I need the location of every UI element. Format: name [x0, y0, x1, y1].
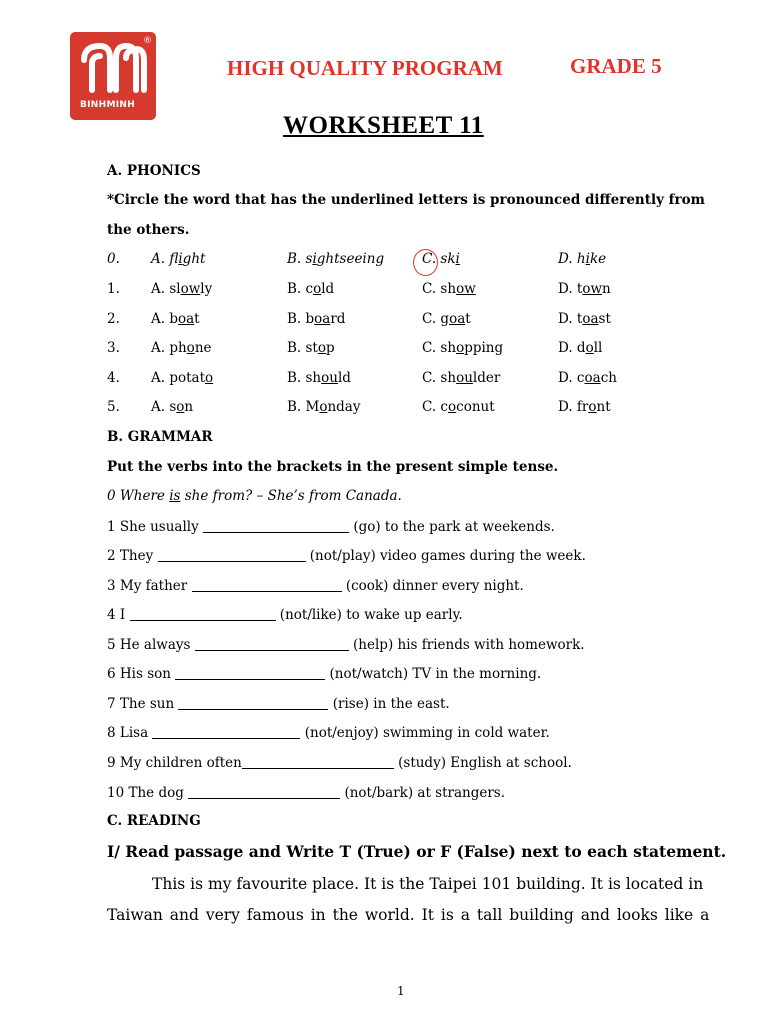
passage-line-1: This is my favourite place. It is the Taipei 101 building. It is located in — [152, 875, 704, 893]
phonics-row-number: 1. — [107, 281, 120, 297]
grammar-item-verb: (not/enjoy) swimming in cold water. — [300, 725, 550, 741]
grammar-item-text: 4 I — [107, 607, 130, 623]
example-post: she from? – She’s from Canada. — [180, 488, 402, 504]
phonics-option-a: A. flight — [151, 251, 206, 267]
grammar-item-verb: (study) English at school. — [393, 755, 572, 771]
passage-line-2: Taiwan and very famous in the world. It is a tall building and looks like a — [107, 906, 710, 924]
grammar-item-verb: (not/like) to wake up early. — [275, 607, 463, 623]
grammar-item — [107, 665, 541, 682]
phonics-option-d: D. doll — [558, 340, 603, 356]
phonics-option-b: B. should — [287, 370, 351, 386]
grammar-item — [107, 754, 572, 771]
phonics-row — [0, 251, 768, 271]
grammar-item-text: 5 He always — [107, 637, 195, 653]
phonics-option-c: C. goat — [422, 311, 471, 327]
worksheet-title: WORKSHEET 11 — [283, 112, 484, 139]
phonics-option-c: C. shopping — [422, 340, 504, 356]
phonics-row — [0, 370, 768, 390]
grammar-item — [107, 636, 585, 653]
phonics-option-c: C. coconut — [422, 399, 495, 415]
phonics-instruction-line2: the others. — [107, 222, 190, 238]
grade-label: GRADE 5 — [570, 54, 662, 78]
phonics-row — [0, 399, 768, 419]
grammar-item — [107, 547, 586, 564]
phonics-option-b: B. Monday — [287, 399, 361, 415]
grammar-instruction: Put the verbs into the brackets in the present simple tense. — [107, 459, 559, 475]
phonics-row-number: 3. — [107, 340, 120, 356]
phonics-row — [0, 281, 768, 301]
grammar-item-text: 2 They — [107, 548, 158, 564]
grammar-item-text: 1 She usually — [107, 519, 204, 535]
grammar-item-verb: (not/bark) at strangers. — [340, 785, 506, 801]
phonics-option-c: C. shoulder — [422, 370, 501, 386]
answer-blank[interactable] — [130, 606, 276, 621]
reading-heading: C. READING — [107, 813, 201, 829]
phonics-row-number: 4. — [107, 370, 120, 386]
grammar-item-verb: (help) his friends with homework. — [348, 637, 585, 653]
phonics-option-a: A. son — [151, 399, 194, 415]
phonics-option-a: A. boat — [151, 311, 200, 327]
phonics-row — [0, 340, 768, 360]
answer-blank[interactable] — [242, 754, 394, 769]
answer-blank[interactable] — [192, 577, 342, 592]
phonics-option-b: B. board — [287, 311, 346, 327]
phonics-heading: A. PHONICS — [107, 163, 201, 179]
answer-blank[interactable] — [152, 724, 300, 739]
phonics-option-b: B. cold — [287, 281, 335, 297]
grammar-item — [107, 784, 505, 801]
grammar-item-verb: (rise) in the east. — [328, 696, 450, 712]
reading-instruction: I/ Read passage and Write T (True) or F (False) next to each statement. — [107, 842, 727, 861]
answer-blank[interactable] — [203, 518, 349, 533]
phonics-row-number: 0. — [107, 251, 120, 267]
phonics-row — [0, 311, 768, 331]
example-pre: 0 Where — [107, 488, 170, 504]
answer-circle — [413, 249, 438, 276]
phonics-option-c: C. show — [422, 281, 476, 297]
grammar-item-verb: (go) to the park at weekends. — [349, 519, 555, 535]
grammar-item-text: 7 The sun — [107, 696, 179, 712]
grammar-item — [107, 577, 524, 594]
phonics-option-b: B. sightseeing — [287, 251, 385, 267]
grammar-heading: B. GRAMMAR — [107, 429, 213, 445]
phonics-option-a: A. slowly — [151, 281, 213, 297]
grammar-item — [107, 518, 555, 535]
grammar-item — [107, 606, 463, 623]
grammar-item-text: 3 My father — [107, 578, 192, 594]
grammar-item — [107, 695, 450, 712]
grammar-item-verb: (not/play) video games during the week. — [305, 548, 586, 564]
example-underlined: is — [169, 488, 181, 504]
answer-blank[interactable] — [178, 695, 328, 710]
phonics-option-a: A. potato — [151, 370, 214, 386]
phonics-option-d: D. town — [558, 281, 611, 297]
phonics-option-a: A. phone — [151, 340, 212, 356]
program-title: HIGH QUALITY PROGRAM — [227, 56, 503, 80]
answer-blank[interactable] — [188, 784, 340, 799]
grammar-item-text: 8 Lisa — [107, 725, 153, 741]
grammar-item-text: 9 My children often — [107, 755, 242, 771]
grammar-item — [107, 724, 550, 741]
phonics-option-d: D. coach — [558, 370, 617, 386]
grammar-item-verb: (cook) dinner every night. — [341, 578, 524, 594]
grammar-item-text: 10 The dog — [107, 785, 189, 801]
grammar-example — [107, 488, 402, 504]
registered-mark: ® — [143, 36, 152, 46]
answer-blank[interactable] — [195, 636, 349, 651]
phonics-row-number: 5. — [107, 399, 120, 415]
phonics-option-d: D. toast — [558, 311, 611, 327]
logo-text: BINHMINH — [80, 100, 136, 110]
phonics-instruction-line1: *Circle the word that has the underlined letters is pronounced differently from — [107, 192, 705, 208]
grammar-item-verb: (not/watch) TV in the morning. — [325, 666, 542, 682]
phonics-row-number: 2. — [107, 311, 120, 327]
answer-blank[interactable] — [175, 665, 325, 680]
phonics-option-b: B. stop — [287, 340, 335, 356]
phonics-option-d: D. hike — [558, 251, 607, 267]
phonics-option-d: D. front — [558, 399, 611, 415]
grammar-item-text: 6 His son — [107, 666, 176, 682]
answer-blank[interactable] — [158, 547, 306, 562]
page-number: 1 — [397, 984, 405, 998]
phonics-option-c: C. ski — [422, 251, 460, 267]
